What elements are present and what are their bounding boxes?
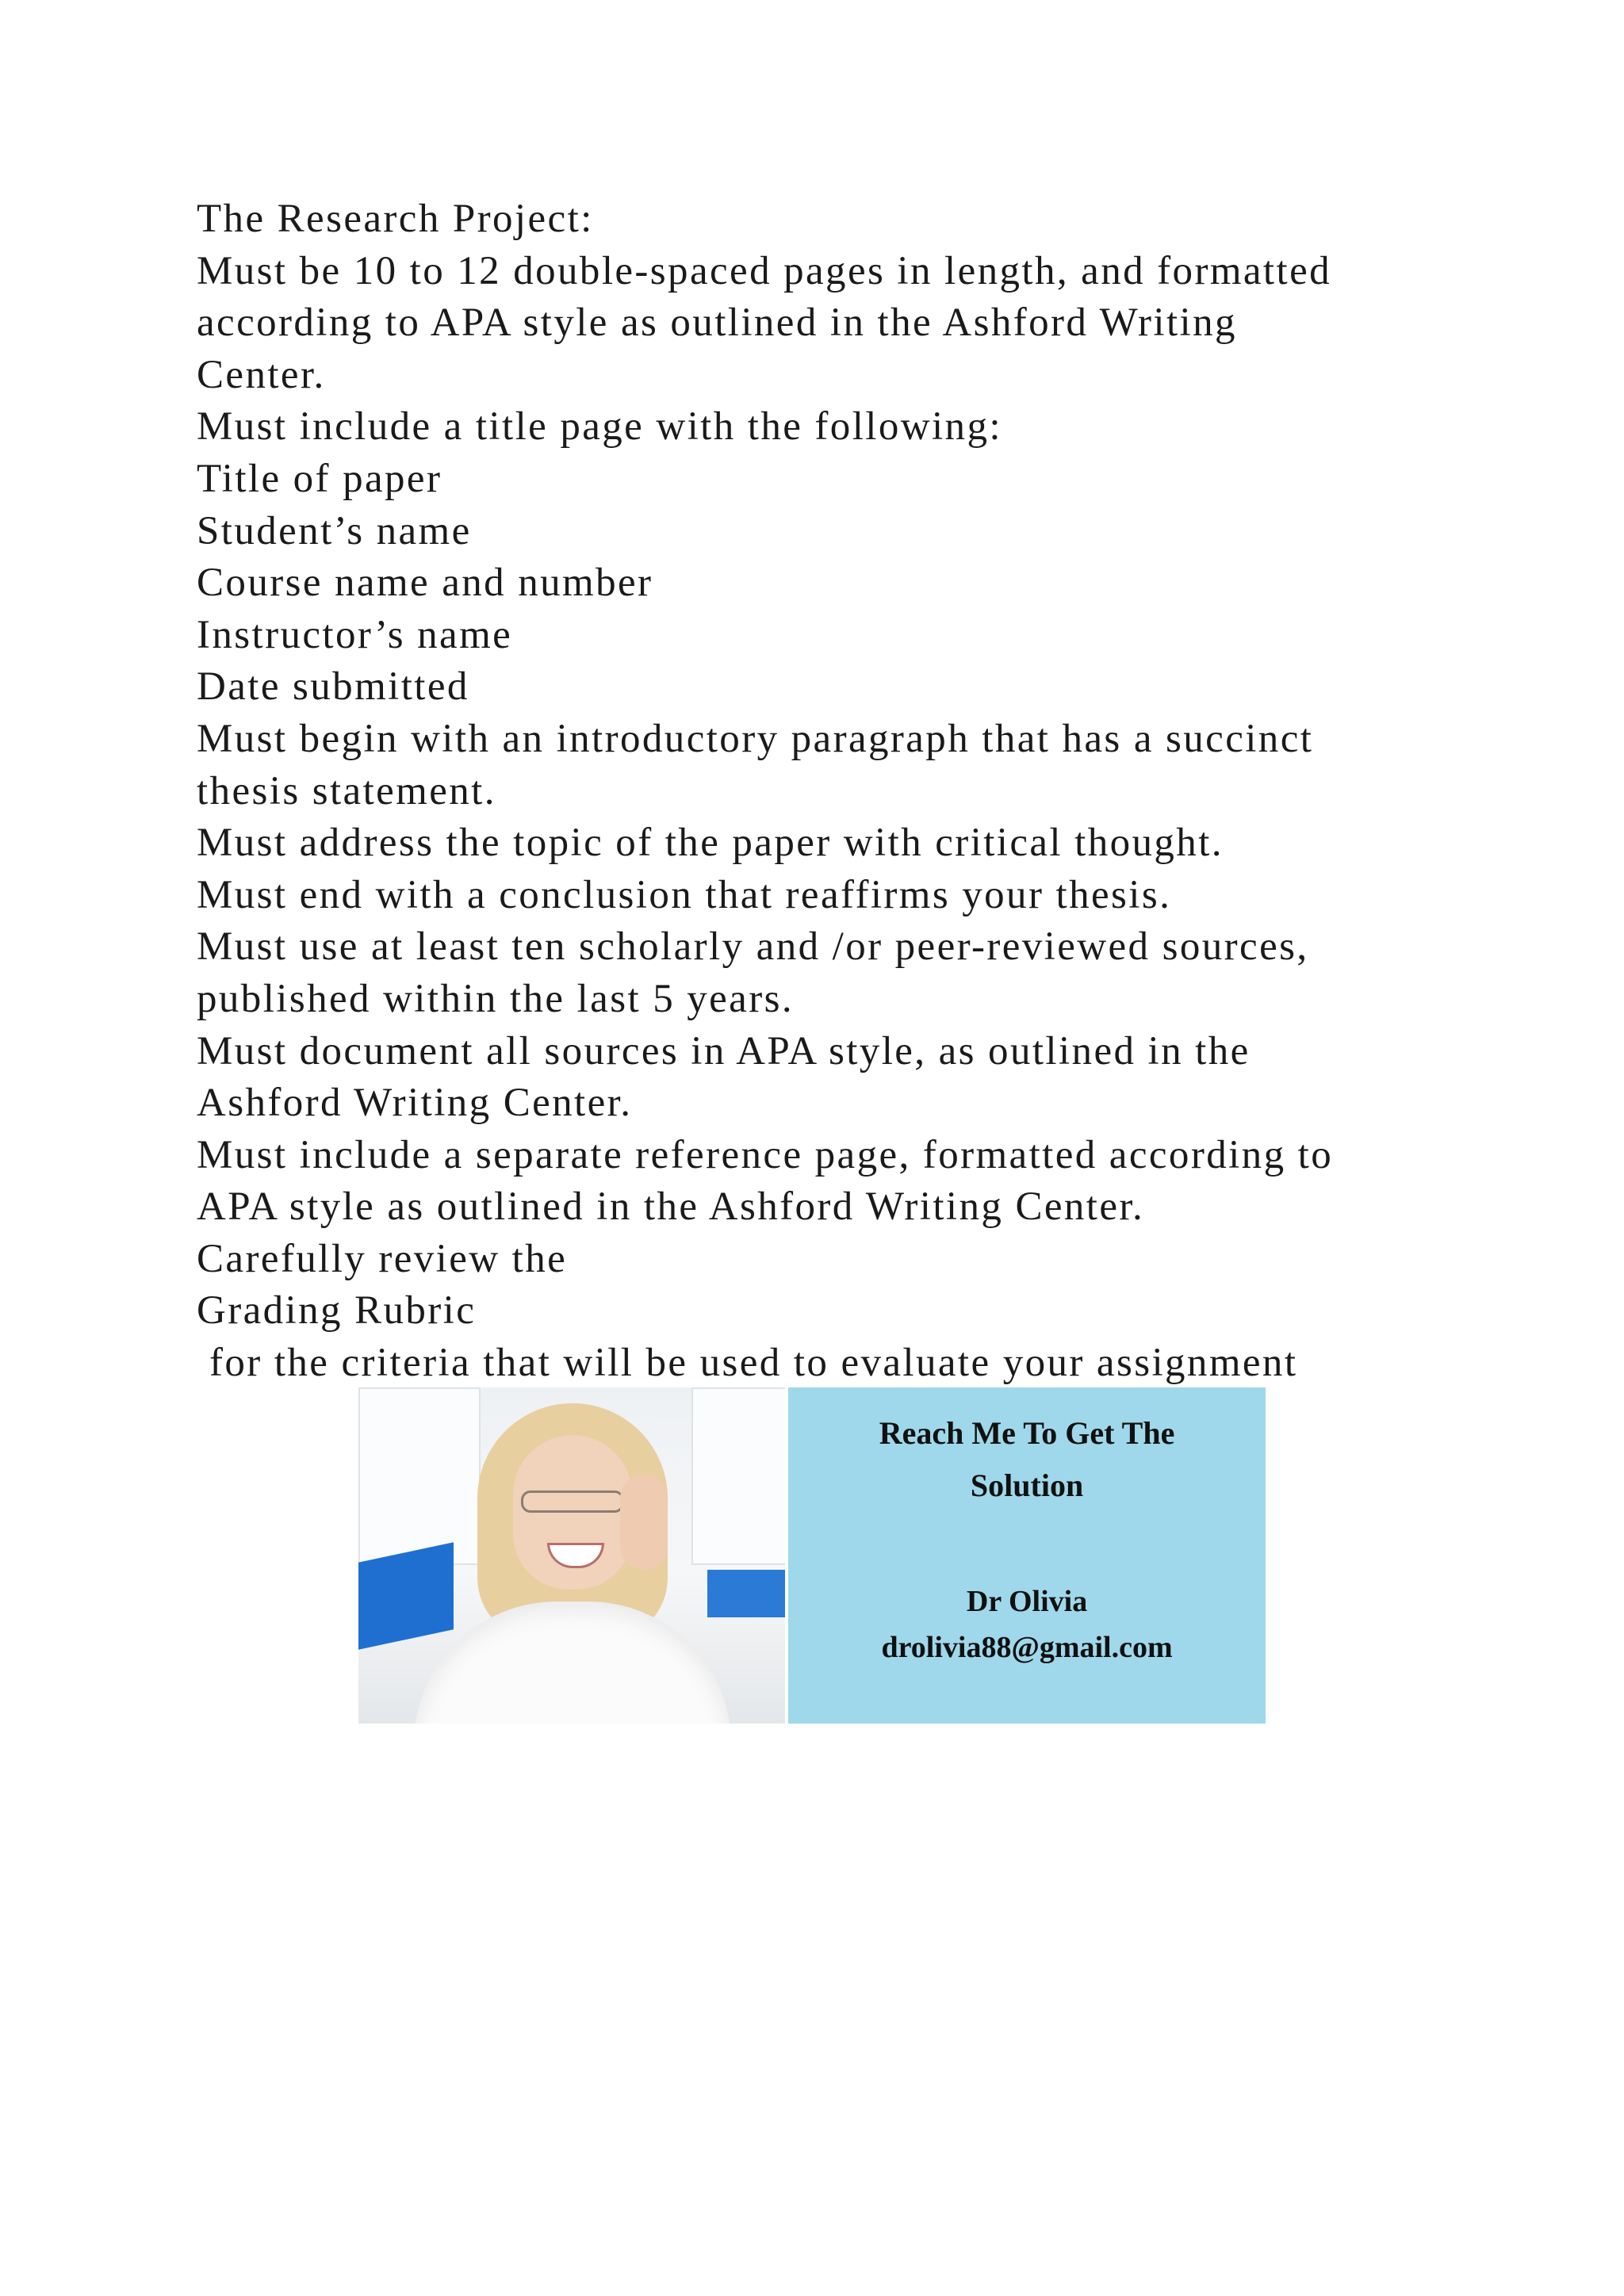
text-line: thesis statement. [197, 768, 496, 813]
title-page-item: Student’s name [197, 508, 472, 553]
text-line: Must use at least ten scholarly and /or peer-reviewed sources, [197, 924, 1309, 970]
contact-panel [788, 1387, 1266, 1724]
text-line: for the criteria that will be used to evaluate your assignment [209, 1341, 1298, 1386]
text-line: Must be 10 to 12 double-spaced pages in length, and formatted [197, 248, 1332, 293]
title-page-item: Date submitted [197, 664, 469, 710]
title-page-item: Instructor’s name [197, 612, 513, 657]
contact-name: Dr Olivia [966, 1585, 1088, 1618]
grading-rubric-text: Grading Rubric [197, 1288, 477, 1334]
text-line: Center. [197, 352, 326, 397]
text-line: Must begin with an introductory paragraph that has a succinct [197, 716, 1314, 761]
text-line: Must document all sources in APA style, as outlined in the [197, 1028, 1251, 1073]
text-line: Ashford Writing Center. [197, 1081, 633, 1126]
text-line: Must include a separate reference page, formatted according to [197, 1132, 1334, 1177]
text-line: published within the last 5 years. [197, 976, 794, 1021]
hand [620, 1475, 668, 1570]
woman-photo [358, 1387, 785, 1724]
text-line: APA style as outlined in the Ashford Writing Center. [197, 1184, 1145, 1230]
ad-headline-2: Solution [970, 1468, 1084, 1503]
text-line: according to APA style as outlined in the Ashford Writing [197, 300, 1237, 346]
window-pane [691, 1387, 785, 1565]
title-page-item: Course name and number [197, 561, 653, 606]
title-page-item: Title of paper [197, 456, 442, 501]
text-line: Must end with a conclusion that reaffirms your thesis. [197, 872, 1172, 917]
white-shirt [414, 1601, 731, 1724]
text-line: Carefully review the [197, 1236, 568, 1281]
contact-banner [358, 1387, 1266, 1724]
ad-headline: Reach Me To Get The [879, 1415, 1175, 1451]
glasses-icon [521, 1490, 624, 1513]
heading-research-project: The Research Project: [197, 197, 594, 241]
text-line: Must include a title page with the following: [197, 404, 1002, 450]
blue-chair [707, 1570, 785, 1617]
contact-email: drolivia88@gmail.com [881, 1631, 1173, 1664]
text-line: Must address the topic of the paper with critical thought. [197, 821, 1224, 866]
assignment-text [197, 193, 1497, 1390]
window-pane [358, 1387, 481, 1565]
